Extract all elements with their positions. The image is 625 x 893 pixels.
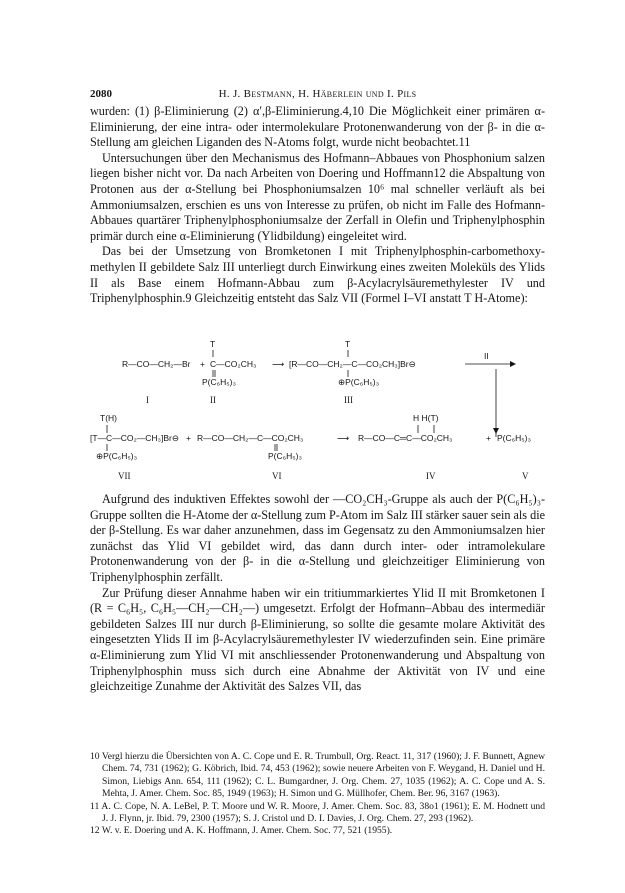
compound-label: IV <box>426 471 436 481</box>
compound-label: II <box>210 395 216 405</box>
step-arrowhead <box>510 361 516 367</box>
paragraph: Zur Prüfung dieser Annahme haben wir ein tritiummarkiertes Ylid II mit Bromketonen I (R = C₆H₅, C₆H₅—CH₂—CH₂—) umgesetzt. Erfolgt der Hofmann–Abbau des intermediär gebildeten Salzes III nur durch β-Eliminierung, so sollte die gesamte molare Aktivität des eingesetzten Ylids II im β-Acylacrylsäuremethylester IV wiederzufinden sein. Eine primäre α-Eliminierung zum Ylid VI mit anschliessender Protonenwanderung und Abspaltung von Triphenylphosphin muss sich durch eine Abnahme der Aktivität von IV und eine gleichzeitige Zunahme der Aktivität des Salzes VII, das <box>90 585 545 694</box>
footnotes <box>90 751 545 838</box>
page-header <box>90 86 545 102</box>
compound-label: III <box>344 395 353 405</box>
reaction-arrow: ⟶ <box>337 433 350 443</box>
paragraph: wurden: (1) β-Eliminierung (2) α′,β-Eliminierung.4,10 Die Möglichkeit einer primären α-Eliminierung, der eine intra- oder intermolekulare Protonenwanderung von der β- in die α-Stellung am gleichen Liganden des N-Atoms folgt, wurde nicht beobachtet.11 <box>90 104 545 150</box>
salt-VII-phosphonium: ⊕P(C₆H₅)₃ <box>96 451 138 461</box>
footnote: 11 A. C. Cope, N. A. LeBel, P. T. Moore und W. R. Moore, J. Amer. Chem. Soc. 83, 38o1 (1961); E. M. Hodnett und J. J. Flynn, jr. Ibid. 79, 2300 (1957); S. J. Cristol und D. I. Davies, J. Org. Chem. 27, 293 (1962). <box>90 800 545 825</box>
body-text-top <box>90 104 545 307</box>
page-number: 2080 <box>90 88 112 100</box>
salt-III-phosphonium: ⊕P(C₆H₅)₃ <box>338 377 380 387</box>
paragraph: Aufgrund des induktiven Effektes sowohl der —CO₂CH₃-Gruppe als auch der P(C₆H₅)₃-Gruppe sollten die H-Atome der α-Stellung zum P-Atom im Salz III stärker sauer sein als die der β-Stellung. Es war daher anzunehmen, dass im Gegensatz zu den Ammoniumsalzen hier zunächst das Ylid VI gebildet wird, das dann durch inter- oder intramolekulare Protonenwanderung von der β- in die α-Stellung und gleichzeitiger Eliminierung von Triphenylphosphin zerfällt. <box>90 492 545 584</box>
salt-VII: [T—C—CO₂—CH₃]Br⊖ <box>90 433 179 443</box>
step-label-II: II <box>484 351 489 361</box>
plus-sign: + <box>200 359 205 369</box>
triphenylphosphine-V: P(C₆H₅)₃ <box>497 433 531 443</box>
paragraph: Untersuchungen über den Mechanismus des Hofmann–Abbaues von Phosphonium salzen liegen bisher nicht vor. Da nach Arbeiten von Doering und Hoffmann12 die Abspaltung von Protonen aus der α-Stellung bei Phosphoniumsalzen 10⁶ mal schneller verläuft als bei Ammoniumsalzen, erschien es uns von Interesse zu prüfen, ob nicht im Falle des Hofmann-Abbaues quartärer Triphenylphosphoniumsalze der Zerfall in Olefin und Triphenylphosphin primär durch eine α-Eliminierung (Ylidbildung) eingeleitet wird. <box>90 150 545 243</box>
body-text-bottom <box>90 492 545 695</box>
ylide-VI-phosphorus: P(C₆H₅)₃ <box>268 451 302 461</box>
t-label: T <box>345 339 351 349</box>
product-IV: R—CO—C═C—CO₂CH₃ <box>358 433 453 443</box>
running-head: H. J. Bestmann, H. Häberlein und I. Pils <box>218 88 417 100</box>
plus-sign: + <box>186 433 191 443</box>
salt-VII-top: T(H) <box>100 413 117 423</box>
salt-III: [R—CO—CH₂—C—CO₂CH₃]Br⊖ <box>289 359 416 369</box>
compound-label: VI <box>272 471 282 481</box>
t-label: T <box>210 339 216 349</box>
compound-label: V <box>522 471 529 481</box>
ylide-VI: R—CO—CH₂—C—CO₂CH₃ <box>197 433 304 443</box>
footnote: 12 W. v. E. Doering und A. K. Hoffmann, J. Amer. Chem. Soc. 77, 521 (1955). <box>90 825 393 837</box>
compound-label: I <box>146 395 149 405</box>
plus-sign: + <box>486 433 491 443</box>
reaction-scheme <box>90 337 545 483</box>
bromoketone-I: R—CO—CH₂—Br <box>122 359 191 369</box>
product-IV-top: H H(T) <box>413 413 439 423</box>
ylide-II: C—CO₂CH₃ <box>210 359 257 369</box>
ylide-II-phosphorus: P(C₆H₅)₃ <box>202 377 236 387</box>
compound-label: VII <box>118 471 131 481</box>
paragraph: Das bei der Umsetzung von Bromketonen I mit Triphenylphosphin-carbomethoxy-methylen II gebildete Salz III unterliegt durch Einwirkung eines zweiten Moleküls des Ylids II als Base einem Hofmann-Abbau zum β-Acylacrylsäuremethylester IV und Triphenylphosphin.9 Gleichzeitig entsteht das Salz VII (Formel I–VI anstatt T H-Atome): <box>90 244 545 306</box>
reaction-arrow: ⟶ <box>272 359 285 369</box>
footnote: 10 Vergl hierzu die Übersichten von A. C. Cope und E. R. Trumbull, Org. React. 11, 317 (1960); J. F. Bunnett, Agnew Chem. 74, 731 (1962); G. Köbrich, Ibid. 74, 453 (1962); sowie neuere Arbeiten von F. Weygand, H. Daniel und H. Simon, Liebigs Ann. 654, 111 (1962); C. L. Bumgardner, J. Org. Chem. 27, 1035 (1962); A. C. Cope und A. S. Mehta, J. Amer. Chem. Soc. 85, 1949 (1963); H. Simon und G. Müllhofer, Chem. Ber. 96, 3167 (1963). <box>90 751 545 800</box>
